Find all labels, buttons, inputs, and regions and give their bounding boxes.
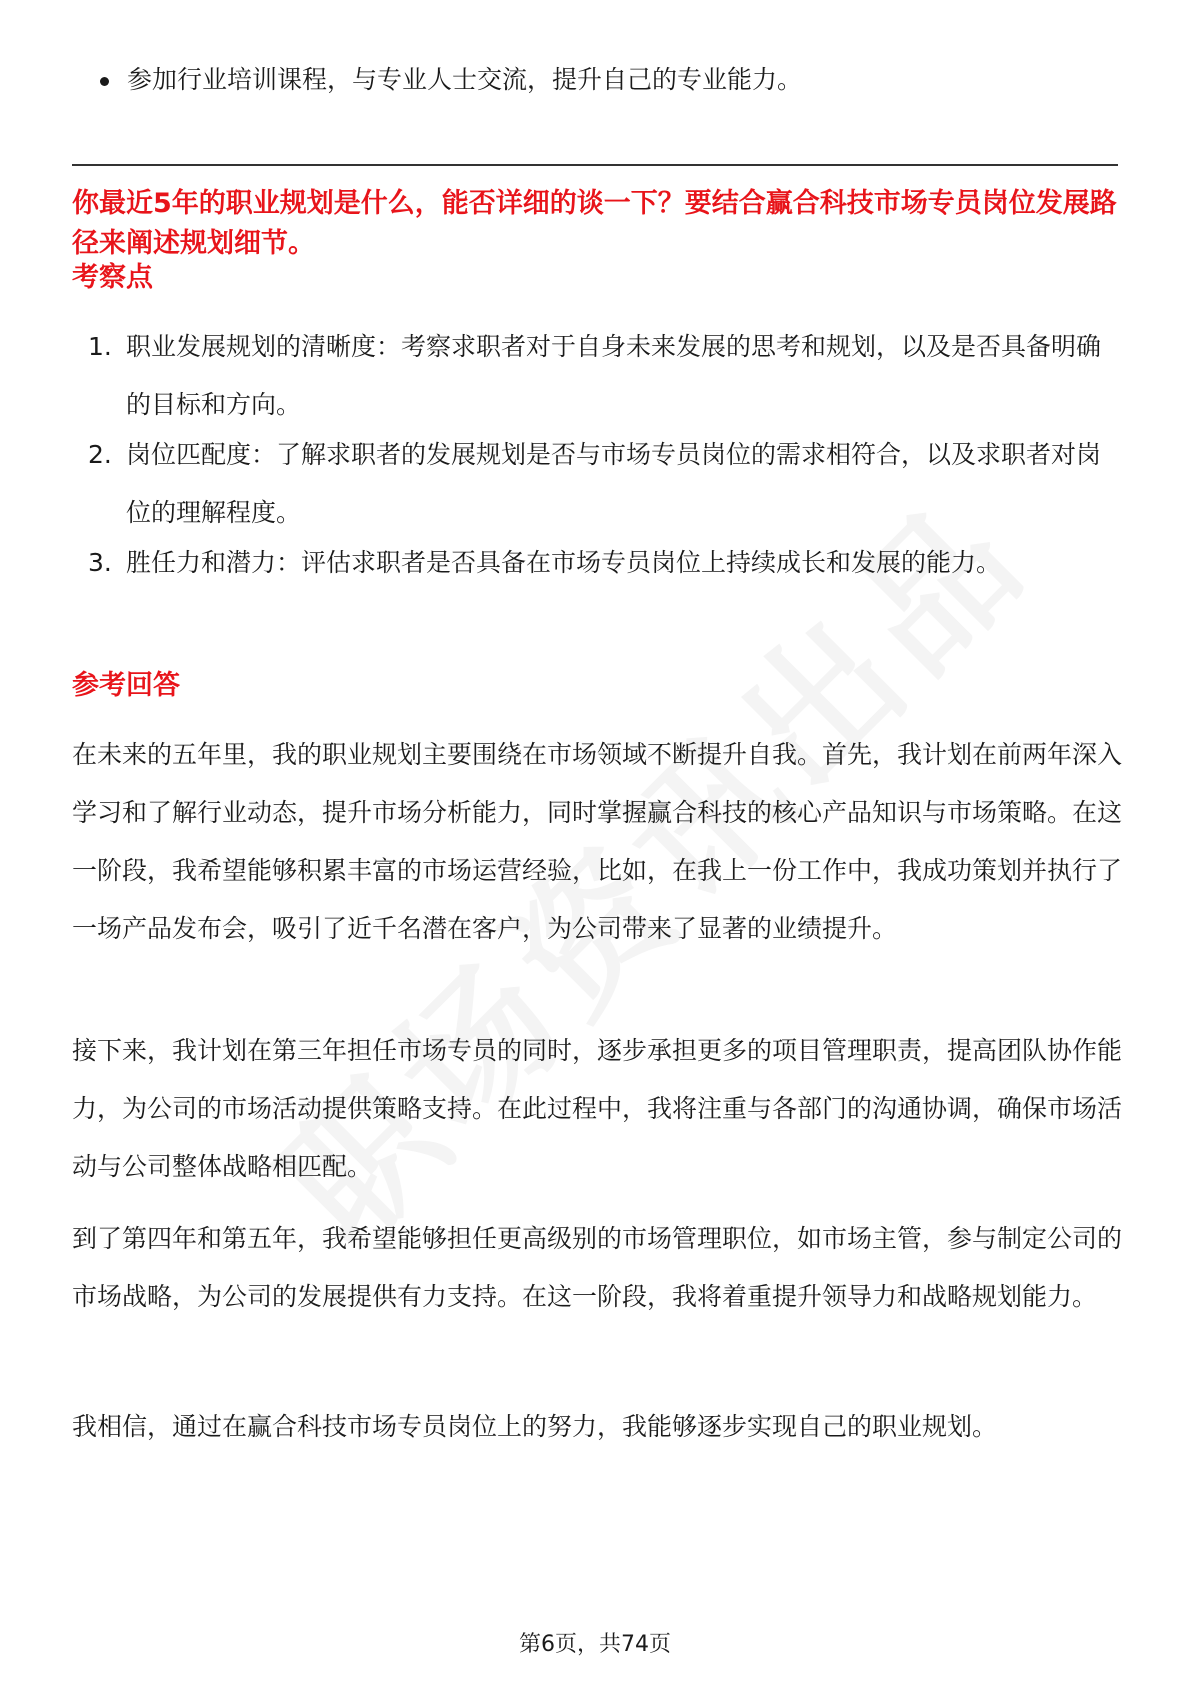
examine-point-2 xyxy=(72,426,1122,542)
bullet-dot-icon xyxy=(100,77,109,86)
answer-paragraph-4: 我相信，通过在赢合科技市场专员岗位上的努力，我能够逐步实现自己的职业规划。 xyxy=(72,1412,998,1441)
list-item-text: 岗位匹配度：了解求职者的发展规划是否与市场专员岗位的需求相符合，以及求职者对岗位的理解程度。 xyxy=(126,440,1102,527)
answer-paragraph-1: 在未来的五年里，我的职业规划主要围绕在市场领域不断提升自我。首先，我计划在前两年深入学习和了解行业动态，提升市场分析能力，同时掌握赢合科技的核心产品知识与市场策略。在这一阶段，我希望能够积累丰富的市场运营经验，比如，在我上一份工作中，我成功策划并执行了一场产品发布会，吸引了近千名潜在客户，为公司带来了显著的业绩提升。 xyxy=(72,740,1123,943)
answer-section-title: 参考回答 xyxy=(72,670,180,701)
bullet-item xyxy=(98,60,802,100)
list-number: 3. xyxy=(88,548,112,577)
list-item-text: 职业发展规划的清晰度：考察求职者对于自身未来发展的思考和规划，以及是否具备明确的目标和方向。 xyxy=(126,332,1102,419)
question-heading: 你最近5年的职业规划是什么，能否详细的谈一下？要结合赢合科技市场专员岗位发展路径来阐述规划细节。 xyxy=(72,188,1117,259)
section-divider xyxy=(72,164,1118,166)
examine-point-1 xyxy=(72,318,1122,434)
answer-paragraph-2: 接下来，我计划在第三年担任市场专员的同时，逐步承担更多的项目管理职责，提高团队协作能力，为公司的市场活动提供策略支持。在此过程中，我将注重与各部门的沟通协调，确保市场活动与公司整体战略相匹配。 xyxy=(72,1036,1123,1181)
examine-point-3 xyxy=(72,534,1122,592)
examine-section-title: 考察点 xyxy=(72,262,153,293)
list-item-text: 胜任力和潜力：评估求职者是否具备在市场专员岗位上持续成长和发展的能力。 xyxy=(126,548,1002,577)
list-number: 2. xyxy=(88,440,112,469)
page-number-footer: 第6页，共74页 xyxy=(519,1632,671,1657)
bullet-text: 参加行业培训课程，与专业人士交流，提升自己的专业能力。 xyxy=(127,65,803,94)
answer-paragraph-3: 到了第四年和第五年，我希望能够担任更高级别的市场管理职位，如市场主管，参与制定公司的市场战略，为公司的发展提供有力支持。在这一阶段，我将着重提升领导力和战略规划能力。 xyxy=(72,1224,1123,1311)
list-number: 1. xyxy=(88,332,112,361)
